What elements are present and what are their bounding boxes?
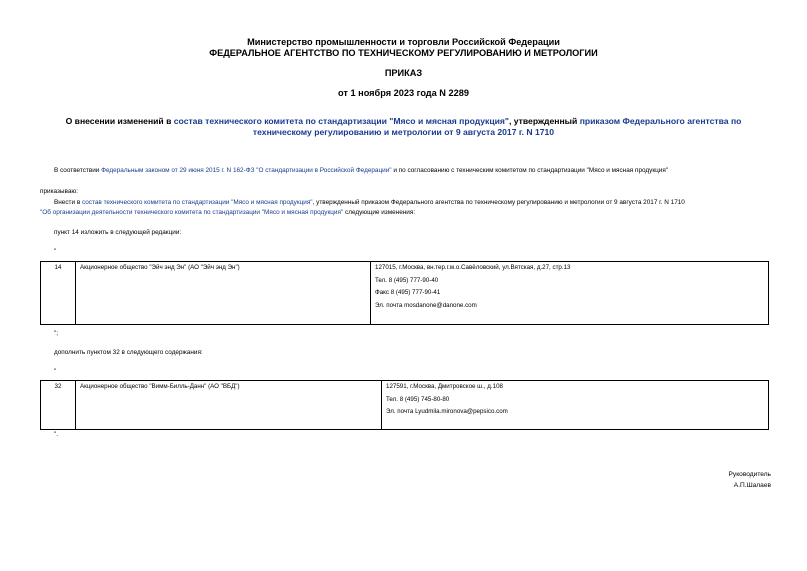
order-word: приказываю: [40, 188, 78, 195]
close-quote: ". [54, 431, 59, 438]
p1-text: Внести в [54, 199, 82, 206]
document-title-line2 [0, 127, 807, 138]
open-quote: " [54, 368, 57, 375]
p1-text: следующие изменения: [343, 209, 416, 216]
agency-name: ФЕДЕРАЛЬНОЕ АГЕНТСТВО ПО ТЕХНИЧЕСКОМУ РЕГУЛИРОВАНИЮ И МЕТРОЛОГИИ [209, 48, 598, 58]
title-link-committee[interactable]: состав технического комитета по стандартизации "Мясо и мясная продукция" [173, 116, 510, 126]
intro-text: и по согласованию с техническим комитетом по стандартизации "Мясо и мясная продукция" [391, 167, 669, 174]
contact-cell [371, 262, 769, 325]
signature-name: А.П.Шалаев [733, 482, 771, 489]
open-quote: " [54, 248, 57, 255]
row-number: 32 [41, 381, 76, 430]
committee-organization-link[interactable]: "Об организации деятельности технического комитета по стандартизации "Мясо и мясная продукция" [40, 209, 344, 216]
phone: Тел. 8 (495) 745-80-80 [386, 395, 450, 403]
email: Эл. почта Lyudmila.mironova@pepsico.com [386, 408, 508, 415]
address: 127591, г.Москва, Дмитровское ш., д.108 [386, 383, 503, 390]
ministry-name: Министерство промышленности и торговли Российской Федерации [247, 37, 560, 47]
title-link-order[interactable]: приказом Федерального агентства по [579, 116, 742, 126]
federal-law-link[interactable]: Федеральным законом от 29 июня 2015 г. N 162-ФЗ "О стандартизации в Российской Федерации" [101, 167, 392, 174]
title-link-order-cont[interactable]: техническому регулированию и метрологии от 9 августа 2017 г. N 1710 [252, 127, 555, 137]
p1-text: , утвержденный приказом Федерального агентства по техническому регулированию и метрологии от 9 августа 2017 г. N 1710 [312, 199, 685, 206]
email: Эл. почта mosdanone@danone.com [375, 301, 477, 309]
fax: Факс 8 (495) 777-90-41 [375, 289, 441, 296]
organization-name: Акционерное общество "Эйч энд Эн" (АО "Эйч энд Эн") [76, 262, 371, 325]
item14-intro: пункт 14 изложить в следующей редакции: [54, 229, 182, 236]
document-title [0, 116, 807, 127]
item-14-table [40, 261, 769, 325]
close-quote: "; [54, 330, 59, 337]
row-number: 14 [41, 262, 76, 325]
table-row [41, 262, 769, 325]
item32-intro: дополнить пунктом 32 в следующего содержания: [54, 349, 203, 356]
organization-name: Акционерное общество "Вимм-Билль-Данн" (АО "ВБД") [76, 381, 382, 430]
title-text: , утвержденный [509, 116, 580, 126]
paragraph-1 [54, 199, 685, 206]
intro-paragraph [54, 167, 668, 174]
phone: Тел. 8 (495) 777-90-40 [375, 276, 439, 284]
document-type: ПРИКАЗ [384, 68, 423, 78]
signature-role: Руководитель [728, 471, 771, 478]
document-date-number: от 1 ноября 2023 года N 2289 [338, 88, 469, 98]
table-row [41, 381, 769, 430]
intro-text: В соответствии [54, 167, 102, 174]
contact-cell [382, 381, 769, 430]
address: 127015, г.Москва, вн.тер.г.м.о.Савёловский, ул.Вятская, д.27, стр.13 [375, 264, 571, 271]
item-32-table [40, 380, 769, 430]
title-text: О внесении изменений в [65, 116, 174, 126]
paragraph-1-line2 [40, 209, 415, 216]
committee-composition-link[interactable]: состав технического комитета по стандартизации "Мясо и мясная продукция" [81, 199, 313, 206]
